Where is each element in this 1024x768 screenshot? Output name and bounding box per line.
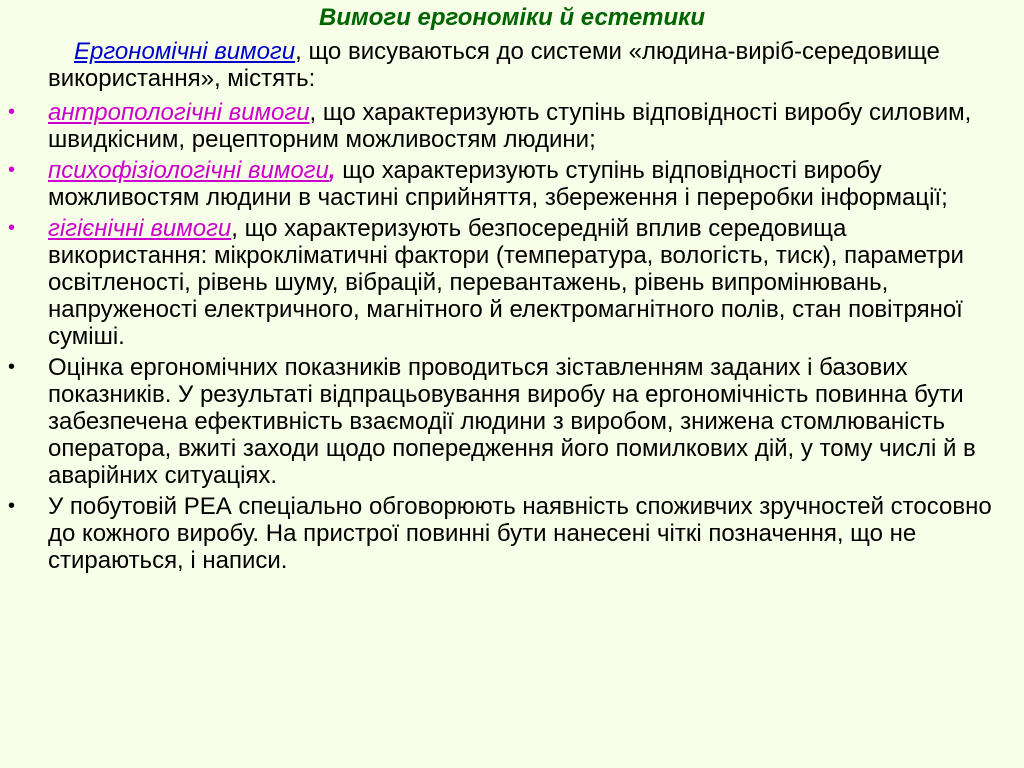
bullet-dot-icon: • [8,159,16,181]
bullet-list [0,99,1010,578]
bullet-consumer-conveniences [0,493,1010,574]
bullet-dot-icon: • [8,495,16,517]
bullet-dot-icon: • [8,356,16,378]
ergonomic-requirements-link[interactable]: Ергономічні вимоги [74,38,296,65]
slide-title: Вимоги ергономіки й естетики [318,4,705,31]
bullet-psychophysiological [0,157,1010,211]
intro-text: , що висуваються до системи «людина-виріб-середовище використання», містять: [48,38,940,92]
bullet-anthropological [0,99,1010,153]
bullet-dot-icon: • [8,217,16,239]
bullet-text: У побутовій РЕА спеціально обговорюють наявність споживчих зручностей стосовно до кожного виробу. На пристрої повинні бути нанесені чіткі позначення, що не стираються, і написи. [48,493,992,574]
bullet-text: що характеризують ступінь відповідності виробу можливостям людини в частині сприйняття, збереження і переробки інформації; [48,157,948,211]
anthropological-term: антропологічні вимоги [48,99,310,126]
bullet-text: , що характеризують ступінь відповідності виробу силовим, швидкісним, рецепторним можливостям людини; [48,99,972,153]
psychophysiological-term: психофізіологічні вимоги [48,157,329,184]
bullet-hygienic [0,215,1010,350]
bullet-dot-icon: • [8,101,16,123]
term-punct: , [328,157,336,184]
bullet-text: Оцінка ергономічних показників проводиться зіставленням заданих і базових показників. У результаті відпрацьовування виробу на ергономічність повинна бути забезпечена ефективність взаємодії людини з виробом, знижена стомлюваність оператора, вжиті заходи щодо попередження його помилкових дій, у тому числі й в аварійних ситуаціях. [48,354,976,489]
intro-paragraph [48,38,993,92]
bullet-ergonomic-evaluation [0,354,1010,489]
bullet-text: , що характеризують безпосередній вплив середовища використання: мікрокліматичні фактори (температура, вологість, тиск), параметри освітленості, рівень шуму, вібрацій, перевантажень, рівень випромінювань, напруженості електричного, магнітного й електромагнітного полів, стан повітряної суміші. [48,215,964,350]
hygienic-term: гігієнічні вимоги [48,215,232,242]
